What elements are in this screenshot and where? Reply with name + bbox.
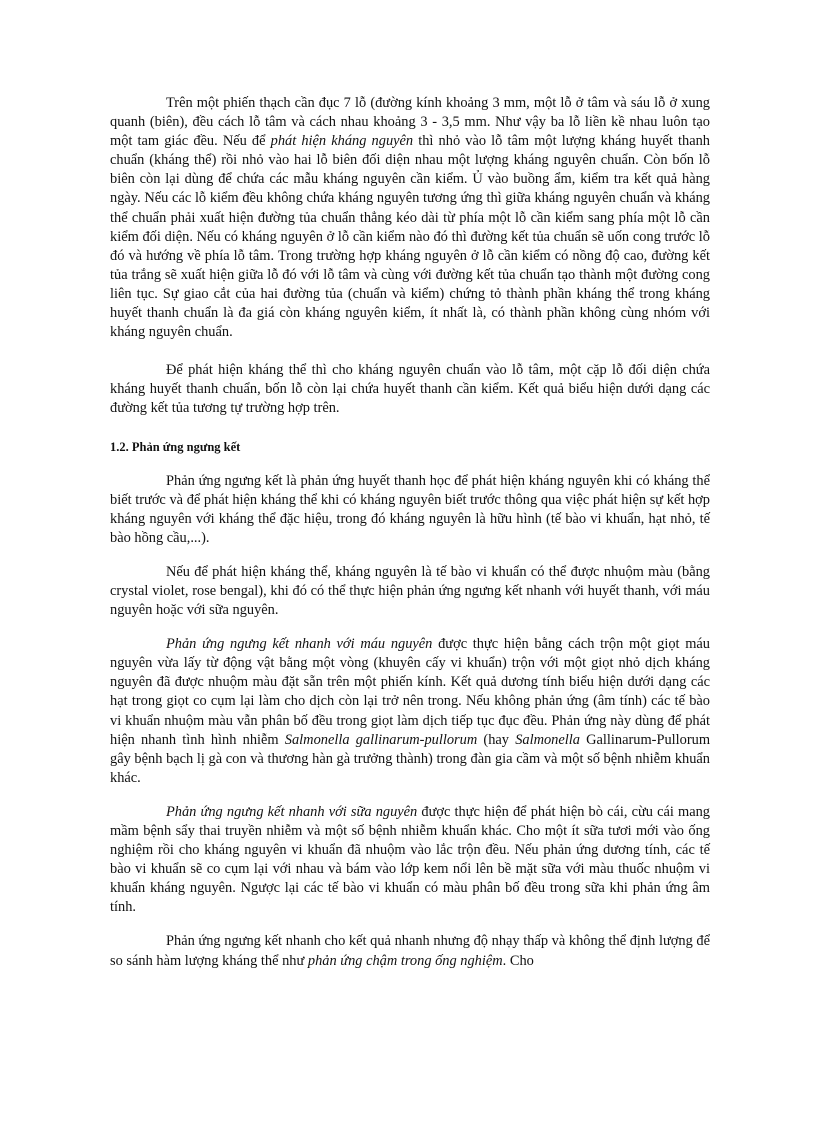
italic-term: Phản ứng ngưng kết nhanh với máu nguyên [166,636,433,653]
text-run: được thực hiện để phát hiện bò cái, cừu cái mang mầm bệnh sẩy thai truyền nhiễm và một số bệnh nhiễm khuẩn khác. Cho một ít sữa tươi mới vào ống nghiệm rồi cho kháng nguyên vi khuẩn đã nhuộm vào lắc trộn đều. Nếu phản ứng dương tính, các tế bào vi khuẩn sẽ co cụm lại với nhau và bám vào lớp kem nổi lên bề mặt sữa với màu thuốc nhuộm vi khuẩn kháng nguyên. Ngược lại các tế bào vi khuẩn có màu phân bố đều trong sữa khi phản ứng âm tính. [110,803,710,916]
text-run: . Cho [502,952,534,969]
italic-term: phản ứng chậm trong ống nghiệm [307,952,503,969]
spacer [110,788,710,803]
text-run: được thực hiện bằng cách trộn một giọt máu nguyên vừa lấy từ động vật bằng một vòng (khuyên cấy vi khuẩn) trộn với một giọt nhỏ dịch kháng nguyên đã được nhuộm màu đặt sẵn trên một phiến kính. Kết quả dương tính biểu hiện dưới dạng các hạt trong giọt co cụm lại làm cho dịch còn lại trở nên trong. Nếu không phản ứng (âm tính) các tế bào vi khuẩn nhuộm màu vẫn phân bố đều trong giọt làm dịch tiếp tục đục đều. Phản ứng này dùng để phát hiện nhanh tình hình nhiễm [110,636,710,748]
paragraph-whole-blood [110,635,710,788]
text-run: Phản ứng ngưng kết nhanh cho kết quả nhanh nhưng độ nhạy thấp và không thể định lượng để so sánh hàm lượng kháng thể như [110,933,710,969]
italic-term: phát hiện kháng nguyên [270,133,414,150]
document-page [110,94,710,971]
text-run: thì nhỏ vào lỗ tâm một lượng kháng huyết thanh chuẩn (kháng thể) rồi nhỏ vào hai lỗ biên đối diện nhau một lượng kháng nguyên chuẩn. Còn bốn lỗ biên còn lại dùng để chứa các mẫu kháng nguyên cần kiểm. Ủ vào buồng ẩm, kiểm tra kết quả hàng ngày. Nếu các lỗ kiểm đều không chứa kháng nguyên tương ứng thì giữa kháng nguyên chuẩn và kháng thể chuẩn phải xuất hiện đường tủa chuẩn thẳng kéo dài từ phía một lỗ cần kiểm sang phía một lỗ cần kiểm đối diện. Nếu có kháng nguyên ở lỗ cần kiểm nào đó thì đường kết tủa chuẩn sẽ uốn cong trước lỗ đó và hướng về phía lỗ tâm. Trong trường hợp kháng nguyên ở lỗ cần kiểm có nồng độ cao, đường kết tủa trắng sẽ xuất hiện giữa lỗ đó với lỗ tâm và cùng với đường kết tủa chuẩn tạo thành một đường cong liên tục. Sự giao cắt của hai đường tủa (chuẩn và kiểm) chứng tỏ thành phần kháng thể trong kháng huyết thanh chuẩn là đa giá còn kháng nguyên kiểm, ít nhất là, có thành phần không cùng nhóm với kháng nguyên chuẩn. [110,133,710,341]
text-run: (hay [477,731,516,748]
italic-term: Salmonella [515,731,580,748]
paragraph-stained-antigen: Nếu để phát hiện kháng thể, kháng nguyên là tế bào vi khuẩn có thể được nhuộm màu (bằng crystal violet, rose bengal), khi đó có thể thực hiện phản ứng ngưng kết nhanh với huyết thanh, với máu nguyên hoặc với sữa nguyên. [110,563,710,619]
spacer [110,620,710,635]
paragraph-whole-milk [110,803,710,918]
italic-term: Salmonella gallinarum-pullorum [284,731,478,748]
spacer [110,457,710,472]
spacer [110,548,710,563]
paragraph-antibody-detection: Để phát hiện kháng thể thì cho kháng nguyên chuẩn vào lỗ tâm, một cặp lỗ đối diện chứa kháng huyết thanh chuẩn, bốn lỗ còn lại chứa huyết thanh cần kiểm. Kết quả biểu hiện dưới dạng các đường kết tủa tương tự trường hợp trên. [110,362,710,417]
spacer [110,917,710,932]
section-heading: 1.2. Phản ứng ngưng kết [110,439,241,454]
text-run: Gallinarum-Pullorum gây bệnh bạch lị gà con và thương hàn gà trưởng thành) trong đàn gia cầm và một số bệnh nhiễm khuẩn khác. [110,731,711,786]
spacer [110,342,710,361]
paragraph-rapid-vs-slow [110,932,710,970]
spacer [110,419,710,438]
text-run: Trên một phiến thạch cần đục 7 lỗ (đường kính khoảng 3 mm, một lỗ ở tâm và sáu lỗ ở xung quanh (biên), đều cách lỗ tâm và cách nhau khoảng 3 - 3,5 mm. Như vậy ba lỗ liền kề nhau luôn tạo một tam giác đều. Nếu để [110,95,710,150]
italic-term: Phản ứng ngưng kết nhanh với sữa nguyên [166,803,418,820]
paragraph-agglutination-intro: Phản ứng ngưng kết là phản ứng huyết thanh học để phát hiện kháng nguyên khi có kháng thể biết trước và để phát hiện kháng thể khi có kháng nguyên biết trước thông qua việc phát hiện sự kết hợp kháng nguyên với kháng thể đặc hiệu, trong đó kháng nguyên là hữu hình (tế bào vi khuẩn, hạt nhỏ, tế bào hồng cầu,...). [110,472,710,546]
paragraph-agar-wells [110,94,710,342]
